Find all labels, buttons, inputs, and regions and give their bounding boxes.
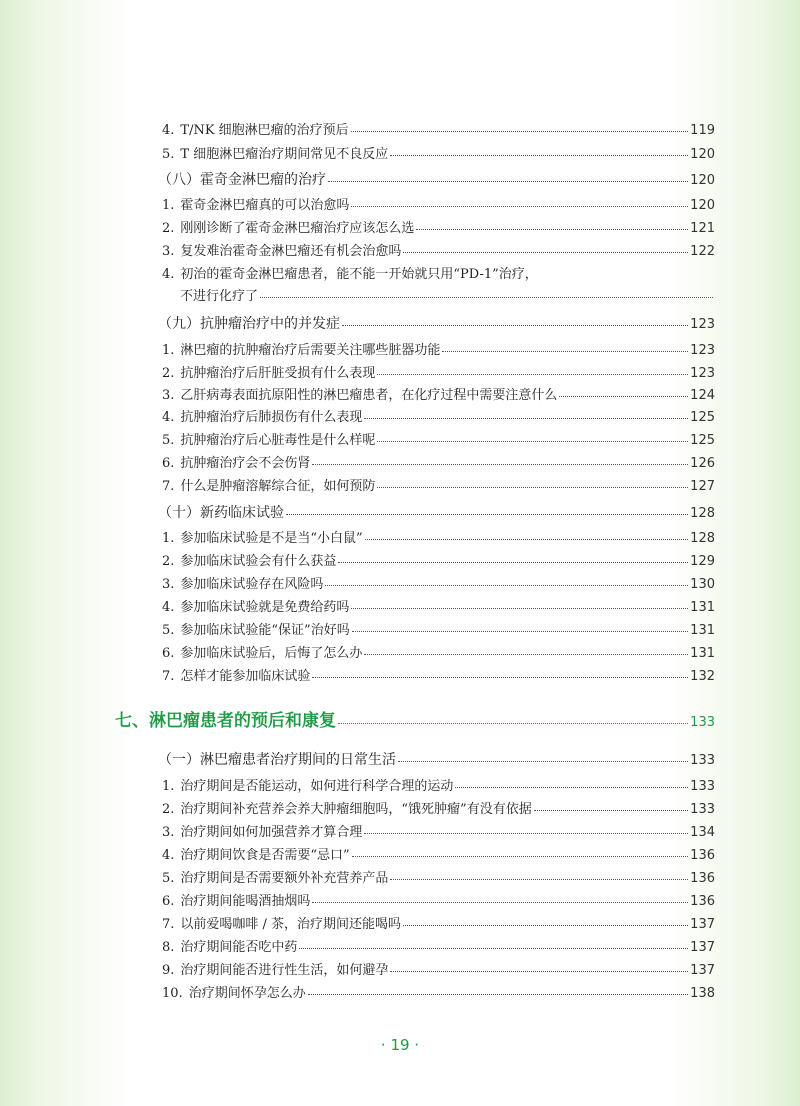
toc-entry-title: T 细胞淋巴瘤治疗期间常见不良反应: [180, 147, 389, 162]
toc-entry-number: 7.: [162, 917, 175, 932]
toc-entry-label: [162, 244, 401, 260]
toc-entry-title: 治疗期间能否吃中药: [180, 940, 298, 955]
toc-entry[interactable]: [180, 289, 715, 305]
dot-leader: [365, 538, 688, 540]
toc-entry-title: 治疗期间能否进行性生活，如何避孕: [180, 963, 389, 978]
toc-entry-title: 抗肿瘤治疗后肺损伤有什么表现: [180, 410, 363, 425]
toc-entry-page: 133: [690, 779, 715, 794]
toc-entry[interactable]: [162, 894, 715, 910]
toc-entry-title: 参加临床试验就是免费给药吗: [180, 600, 350, 615]
toc-entry-label: [162, 456, 310, 472]
toc-entry-label: [162, 433, 375, 449]
toc-section[interactable]: [158, 172, 715, 189]
toc-entry-number: 7.: [162, 669, 175, 684]
toc-entry-page: 137: [690, 963, 715, 978]
toc-entry-page: 136: [690, 848, 715, 863]
toc-entry-number: 2.: [162, 221, 175, 236]
toc-entry-page: 131: [690, 623, 715, 638]
toc-entry[interactable]: [162, 779, 715, 795]
toc-entry-label: [162, 848, 350, 864]
dot-leader: [377, 486, 688, 488]
toc-entry-label: [162, 577, 323, 593]
toc-entry[interactable]: [162, 986, 715, 1002]
dot-leader: [364, 653, 688, 655]
toc-entry-title: 怎样才能参加临床试验: [180, 669, 311, 684]
toc-entry-label: [162, 267, 538, 283]
toc-entry-label: [162, 147, 388, 163]
dot-leader: [377, 373, 688, 375]
toc-entry-number: 3.: [162, 577, 175, 592]
toc-entry-page: 136: [690, 871, 715, 886]
toc-entry-page: 125: [690, 433, 715, 448]
toc-entry-title: 不进行化疗了: [180, 289, 259, 304]
dot-leader: [312, 676, 688, 678]
toc-entry-page: 120: [690, 147, 715, 162]
toc-entry-label: [162, 779, 453, 795]
dot-leader: [352, 630, 688, 632]
dot-leader: [364, 832, 688, 834]
toc-entry[interactable]: [162, 433, 715, 449]
toc-section[interactable]: [158, 505, 715, 522]
toc-entry-page: 133: [690, 715, 715, 730]
toc-entry-number: 6.: [162, 456, 175, 471]
toc-entry-page: 131: [690, 600, 715, 615]
toc-entry-number: 4.: [162, 123, 175, 138]
toc-entry[interactable]: [162, 531, 715, 547]
toc-entry[interactable]: [162, 825, 715, 841]
toc-entry-label: [162, 479, 375, 495]
toc-entry-number: 5.: [162, 147, 175, 162]
toc-entry[interactable]: [162, 410, 715, 426]
toc-entry-label: [162, 669, 310, 685]
toc-entry-title: （九）抗肿瘤治疗中的并发症: [158, 316, 340, 332]
dot-leader: [534, 809, 688, 811]
toc-entry[interactable]: [162, 577, 715, 593]
dot-leader: [403, 924, 688, 926]
toc-section[interactable]: [158, 752, 715, 769]
toc-entry[interactable]: [162, 963, 715, 979]
toc-entry[interactable]: [162, 600, 715, 616]
dot-leader: [325, 584, 688, 586]
toc-entry-title: T/NK 细胞淋巴瘤的治疗预后: [180, 123, 349, 138]
toc-entry-label: [162, 802, 532, 818]
dot-leader: [403, 251, 688, 253]
toc-entry-label: [162, 963, 388, 979]
toc-entry[interactable]: [162, 221, 715, 237]
toc-entry[interactable]: [162, 123, 715, 139]
toc-entry-title: （八）霍奇金淋巴瘤的治疗: [158, 172, 326, 188]
toc-entry-title: 抗肿瘤治疗后心脏毒性是什么样呢: [180, 433, 376, 448]
toc-entry[interactable]: [162, 848, 715, 864]
toc-entry-title: 刚刚诊断了霍奇金淋巴瘤治疗应该怎么选: [180, 221, 415, 236]
toc-entry-number: 6.: [162, 646, 175, 661]
toc-entry-title: 参加临床试验存在风险吗: [180, 577, 324, 592]
toc-entry[interactable]: [162, 479, 715, 495]
toc-entry-page: 137: [690, 940, 715, 955]
toc-entry-number: 4.: [162, 600, 175, 615]
toc-entry-title: 参加临床试验会有什么获益: [180, 554, 337, 569]
toc-entry-label: [162, 343, 440, 359]
toc-entry-number: 1.: [162, 779, 175, 794]
toc-entry-label: [162, 623, 350, 639]
toc-entry-page: 129: [690, 554, 715, 569]
toc-entry[interactable]: [162, 267, 715, 283]
toc-entry-label: [162, 123, 349, 139]
toc-entry-label: [162, 198, 349, 214]
toc-entry-title: 什么是肿瘤溶解综合征，如何预防: [180, 479, 376, 494]
page-number: · 19 ·: [380, 1036, 420, 1054]
toc-entry-title: 治疗期间能喝酒抽烟吗: [180, 894, 311, 909]
dot-leader: [559, 395, 688, 397]
dot-leader: [312, 463, 688, 465]
toc-entry-page: 124: [690, 388, 715, 403]
toc-entry-number: 10.: [162, 986, 183, 1001]
toc-entry-number: 9.: [162, 963, 175, 978]
dot-leader: [338, 561, 688, 563]
toc-entry-page: 119: [690, 123, 715, 138]
dot-leader: [364, 417, 688, 419]
toc-entry-label: [115, 713, 336, 729]
toc-entry-label: [158, 505, 284, 521]
toc-entry-title: （一）淋巴瘤患者治疗期间的日常生活: [158, 752, 396, 768]
toc-entry-label: [158, 172, 326, 188]
toc-entry-title: 霍奇金淋巴瘤真的可以治愈吗: [180, 198, 350, 213]
toc-entry-number: 3.: [162, 244, 175, 259]
toc-entry-title: 治疗期间怀孕怎么办: [188, 986, 306, 1001]
toc-entry-page: 138: [690, 986, 715, 1001]
dot-leader: [352, 855, 688, 857]
toc-entry[interactable]: [162, 623, 715, 639]
dot-leader: [328, 180, 688, 182]
toc-entry-number: 1.: [162, 531, 175, 546]
toc-entry-page: 123: [690, 343, 715, 358]
dot-leader: [398, 760, 688, 762]
toc-entry-label: [162, 917, 401, 933]
toc-entry-label: [162, 871, 388, 887]
toc-entry-title: （十）新药临床试验: [158, 505, 284, 521]
toc-entry[interactable]: [162, 198, 715, 214]
toc-entry-title: 初治的霍奇金淋巴瘤患者，能不能一开始就只用“PD-1”治疗，: [180, 267, 538, 282]
toc-entry-number: 1.: [162, 198, 175, 213]
toc-entry[interactable]: [162, 669, 715, 685]
dot-leader: [390, 970, 688, 972]
toc-entry-number: 4.: [162, 848, 175, 863]
toc-entry[interactable]: [162, 917, 715, 933]
toc-entry-label: [162, 894, 310, 910]
toc-entry-number: 2.: [162, 366, 175, 381]
toc-entry-label: [162, 531, 363, 547]
toc-section[interactable]: [158, 316, 715, 333]
toc-entry-title: 参加临床试验是不是当“小白鼠”: [180, 531, 363, 546]
dot-leader: [312, 901, 688, 903]
toc-entry-title: 抗肿瘤治疗会不会伤肾: [180, 456, 311, 471]
toc-entry[interactable]: [162, 646, 715, 662]
toc-entry-title: 参加临床试验后，后悔了怎么办: [180, 646, 363, 661]
toc-entry-number: 3.: [162, 825, 175, 840]
toc-entry[interactable]: [162, 940, 715, 956]
toc-entry-number: 4.: [162, 267, 175, 282]
toc-entry-title: 抗肿瘤治疗后肝脏受损有什么表现: [180, 366, 376, 381]
toc-entry-title: 治疗期间是否能运动，如何进行科学合理的运动: [180, 779, 454, 794]
toc-entry-page: 121: [690, 221, 715, 236]
dot-leader: [377, 440, 688, 442]
toc-entry-page: 128: [690, 506, 715, 521]
toc-entry-page: 133: [690, 802, 715, 817]
toc-entry-page: 137: [690, 917, 715, 932]
toc-entry-page: 123: [690, 317, 715, 332]
toc-entry-title: 治疗期间是否需要额外补充营养产品: [180, 871, 389, 886]
toc-entry-label: [162, 410, 362, 426]
toc-entry[interactable]: [162, 147, 715, 163]
toc-entry-title: 治疗期间饮食是否需要“忌口”: [180, 848, 350, 863]
dot-leader: [351, 205, 688, 207]
toc-entry-title: 淋巴瘤的抗肿瘤治疗后需要关注哪些脏器功能: [180, 343, 441, 358]
toc-entry[interactable]: [162, 388, 715, 404]
toc-entry[interactable]: [162, 343, 715, 359]
toc-entry-number: 2.: [162, 554, 175, 569]
dot-leader: [299, 947, 688, 949]
dot-leader: [286, 513, 688, 515]
toc-entry-number: 3.: [162, 388, 175, 403]
toc-entry-label: [158, 752, 396, 768]
toc-entry[interactable]: [162, 802, 715, 818]
toc-entry[interactable]: [162, 554, 715, 570]
dot-leader: [442, 350, 688, 352]
toc-entry-label: [162, 940, 297, 956]
toc-entry-label: [162, 366, 375, 382]
toc-entry[interactable]: [162, 366, 715, 382]
toc-entry-page: 122: [690, 244, 715, 259]
toc-entry-label: [162, 646, 362, 662]
dot-leader: [390, 878, 688, 880]
toc-entry-number: 7.: [162, 479, 175, 494]
toc-entry-number: 1.: [162, 343, 175, 358]
dot-leader: [260, 296, 713, 298]
toc-entry-label: [180, 289, 258, 305]
toc-entry[interactable]: [162, 871, 715, 887]
dot-leader: [390, 154, 688, 156]
toc-entry-title: 治疗期间补充营养会养大肿瘤细胞吗，“饿死肿瘤”有没有依据: [180, 802, 532, 817]
toc-entry-title: 以前爱喝咖啡 / 茶，治疗期间还能喝吗: [180, 917, 402, 932]
toc-entry-label: [162, 600, 349, 616]
dot-leader: [455, 786, 688, 788]
toc-entry[interactable]: [162, 456, 715, 472]
toc-entry-label: [162, 221, 414, 237]
toc-entry-page: 136: [690, 894, 715, 909]
toc-chapter[interactable]: [115, 713, 715, 731]
toc-entry-page: 128: [690, 531, 715, 546]
dot-leader: [351, 607, 688, 609]
toc-entry-page: 131: [690, 646, 715, 661]
toc-entry-label: [162, 825, 362, 841]
toc-entry-number: 8.: [162, 940, 175, 955]
toc-entry-page: 120: [690, 198, 715, 213]
toc-entry-number: 5.: [162, 433, 175, 448]
toc-entry-number: 5.: [162, 871, 175, 886]
toc-entry-page: 123: [690, 366, 715, 381]
toc-entry-page: 120: [690, 173, 715, 188]
toc-entry-title: 参加临床试验能“保证”治好吗: [180, 623, 350, 638]
toc-entry-page: 127: [690, 479, 715, 494]
dot-leader: [338, 722, 688, 724]
toc-entry[interactable]: [162, 244, 715, 260]
toc-entry-page: 130: [690, 577, 715, 592]
toc-entry-page: 134: [690, 825, 715, 840]
dot-leader: [308, 993, 688, 995]
toc-entry-label: [162, 388, 557, 404]
toc-entry-number: 2.: [162, 802, 175, 817]
toc-entry-label: [162, 554, 336, 570]
toc-entry-page: 133: [690, 753, 715, 768]
dot-leader: [342, 324, 688, 326]
toc-entry-page: 132: [690, 669, 715, 684]
toc-entry-label: [158, 316, 340, 332]
dot-leader: [351, 130, 688, 132]
toc-entry-page: 125: [690, 410, 715, 425]
toc-entry-title: 复发难治霍奇金淋巴瘤还有机会治愈吗: [180, 244, 402, 259]
toc-entry-number: 6.: [162, 894, 175, 909]
toc-entry-number: 5.: [162, 623, 175, 638]
dot-leader: [416, 228, 688, 230]
toc-entry-number: 4.: [162, 410, 175, 425]
toc-entry-page: 126: [690, 456, 715, 471]
toc-entry-label: [162, 986, 306, 1002]
toc-entry-title: 乙肝病毒表面抗原阳性的淋巴瘤患者，在化疗过程中需要注意什么: [180, 388, 558, 403]
toc-entry-title: 七、淋巴瘤患者的预后和康复: [115, 711, 336, 731]
toc-entry-title: 治疗期间如何加强营养才算合理: [180, 825, 363, 840]
